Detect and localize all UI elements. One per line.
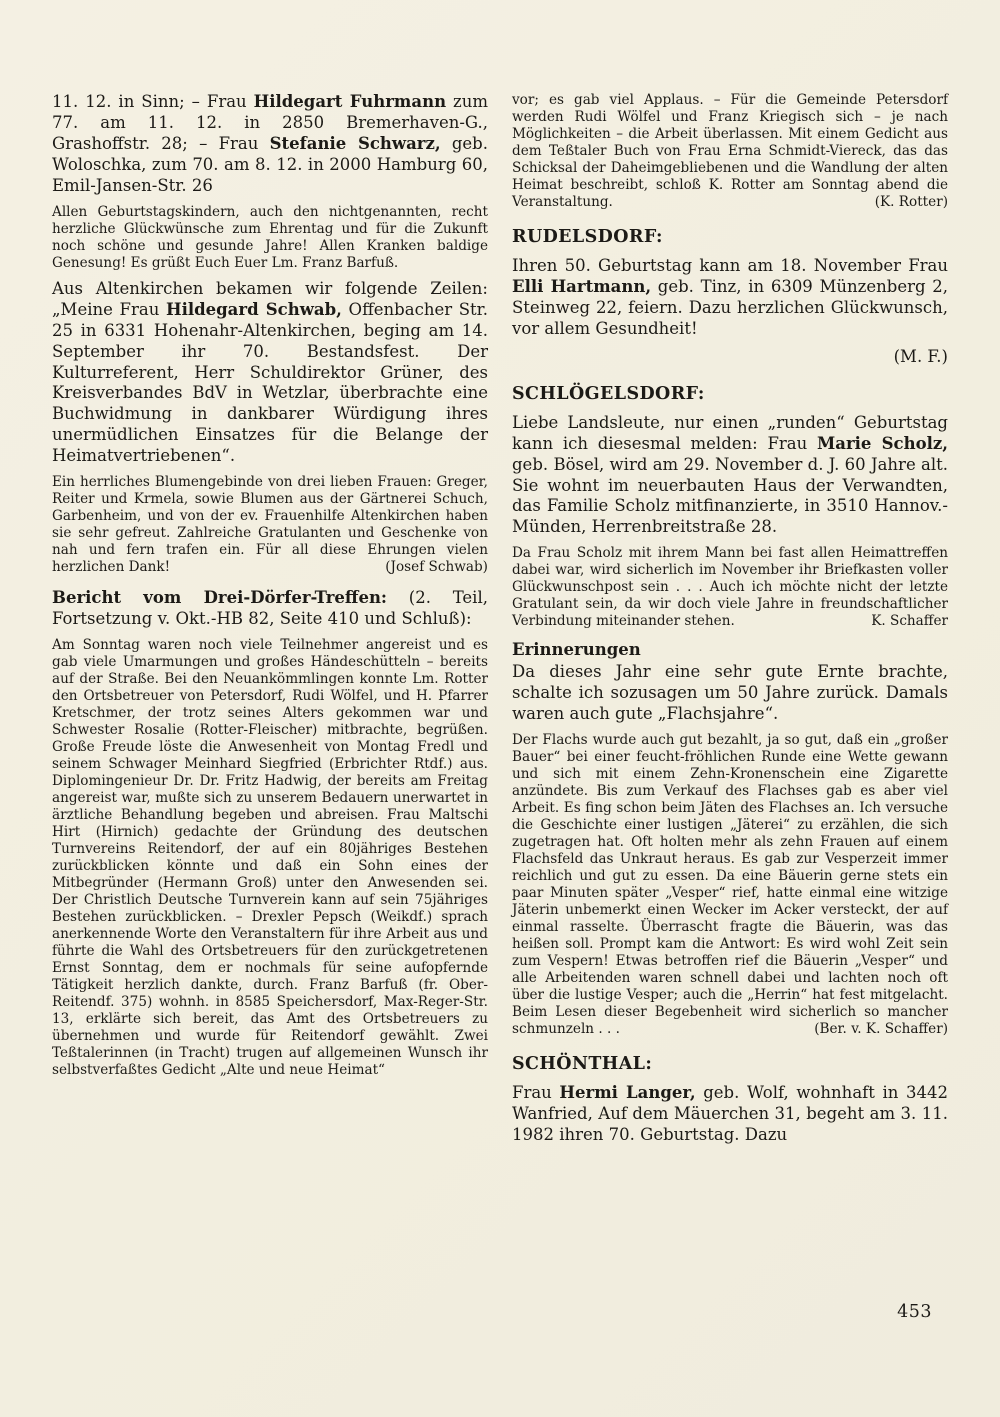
attribution-josef-schwab: (Josef Schwab): [385, 559, 488, 576]
text-run: Ein herrliches Blumengebinde von drei lieben Frauen: Greger, Reiter und Krmela, sowie Blumen aus der Gärtnerei Schuch, Garbenheim, und von der ev. Frauenhilfe Altenkirchen haben sie sehr gefreut. Zahlreiche Gratulanten und Geschenke von nah und fern trafen ein. Für all diese Ehrungen vielen herzlichen Dank!: [52, 474, 488, 576]
section-heading-schloegelsdorf: SCHLÖGELSDORF:: [512, 383, 705, 404]
person-name-bold: Marie Scholz,: [816, 433, 948, 453]
birthday-wishes-note: Allen Geburtstagskindern, auch den nichtgenannten, recht herzliche Glückwünsche zum Ehrentag und für die Zukunft noch schöne und gesunde Jahre! Allen Kranken baldige Genesung! Es grüßt Euch Euer Lm. Franz Barfuß.: [52, 203, 488, 271]
attribution-k-schaffer: K. Schaffer: [871, 613, 948, 630]
text-run: geb. Tinz, in 6309 Münzenberg 2, Steinweg 22, feiern. Dazu herzlichen Glückwunsch, vor allem Gesundheit!: [512, 276, 948, 338]
person-name-bold: Hildegard Schwab,: [165, 299, 342, 319]
report-heading-paragraph: [52, 588, 488, 630]
text-run: Aus Altenkirchen bekamen wir folgende Zeilen: „Meine Frau: [52, 278, 488, 319]
person-name-bold: Hildegart Fuhrmann: [253, 92, 447, 111]
report-conclusion-text: [512, 92, 948, 211]
text-run: Liebe Landsleute, nur einen „runden“ Geburtstag kann ich diesesmal melden: Frau: [512, 412, 948, 453]
birthday-greetings-paragraph: [52, 92, 488, 197]
attribution-k-rotter: (K. Rotter): [874, 193, 948, 210]
text-run: geb. Woloschka, zum 70. am 8. 12. in 2000 Hamburg 60, Emil-Jansen-Str. 26: [52, 133, 488, 195]
report-title-bold: Bericht vom Drei-Dörfer-Treffen:: [52, 588, 388, 608]
text-run: Offenbacher Str. 25 in 6331 Hohenahr-Altenkirchen, beging am 14. September ihr 70. Bestandsfest. Der Kulturreferent, Herr Schuldirektor Grüner, des Kreisverbandes BdV in Wetzlar, überbrachte eine Buchwidmung in dankbarer Würdigung ihres unermüdlichen Einsatzes für die Belange der Heimatvertriebenen“.: [52, 299, 489, 466]
attribution-mf: (M. F.): [893, 346, 948, 366]
erinnerungen-intro-paragraph: Da dieses Jahr eine sehr gute Ernte brachte, schalte ich sozusagen um 50 Jahre zurück. Damals waren auch gute „Flachsjahre“.: [512, 662, 948, 724]
flachsjahre-story-text: [512, 732, 948, 1038]
text-run: geb. Bösel, wird am 29. November d. J. 60 Jahre alt. Sie wohnt im neuerbauten Haus der Verwandten, das Familie Scholz mitfinanzierte, in 3510 Hannov.-Münden, Herrenbreitstraße 28.: [512, 454, 948, 537]
page-number: 453: [897, 1302, 932, 1322]
text-run: zum 77. am 11. 12. in 2850 Bremerhaven-G., Grashoffstr. 28; – Frau: [52, 92, 489, 153]
text-run: Der Flachs wurde auch gut bezahlt, ja so gut, daß ein „großer Bauer“ bei einer feucht-fröhlichen Runde eine Wette gewann und sich mit einem Zehn-Kronenschein eine Zigarette anzündete. Bis zum Verkauf des Flachses gab es aber viel Arbeit. Es fing schon beim Jäten des Flachses an. Ich versuche die Geschichte einer lustigen „Jäterei“ zu erzählen, die sich zugetragen hat. Oft holten mehr als zehn Frauen auf einem Flachsfeld das Unkraut heraus. Es gab zur Vesperzeit immer reichlich und gut zu essen. Da eine Bäuerin gerne stets ein paar Minuten später „Vesper“ rief, hatte einmal eine witzige Jäterin unbemerkt einen Wecker im Acker versteckt, der auf einmal rasselte. Überrascht fragte die Bäuerin, was das heißen soll. Prompt kam die Antwort: Es wird wohl Zeit sein zum Vespern! Etwas betroffen rief die Bäuerin „Vesper“ und alle Arbeitenden waren schnell dabei und lachten noch oft über die lustige Vesper; auch die „Herrin“ hat fest mitgelacht. Beim Lesen dieser Begebenheit wird sicherlich so mancher schmunzeln . . .: [512, 732, 948, 1037]
sub-heading-erinnerungen: Erinnerungen: [512, 640, 641, 660]
scholz-congratulations-note: [512, 545, 948, 630]
text-run: Ihren 50. Geburtstag kann am 18. November Frau: [512, 255, 948, 275]
drei-doerfer-report-text: Am Sonntag waren noch viele Teilnehmer angereist und es gab viele Umarmungen und großes Händeschütteln – bereits auf der Straße. Bei den Neuankömmlingen konnte Lm. Rotter den Ortsbetreuer von Petersdorf, Rudi Wölfel, und H. Pfarrer Kretschmer, der trotz seines Alters gekommen war und Schwester Rosalie (Rotter-Fleischer) mitbrachte, begrüßen. Große Freude löste die Anwesenheit von Montag Fredl und seinem Schwager Meinhard Siegfried (Erbrichter Rtdf.) aus. Diplomingenieur Dr. Dr. Fritz Hadwig, der bereits am Freitag angereist war, mußte sich zu unserem Bedauern unerwartet in ärztliche Behandlung begeben und abreisen. Frau Maltschi Hirt (Hirnich) gedachte der Gründung des deutschen Turnvereins Reitendorf, der auf ein 80jähriges Bestehen zurückblicken könnte und daß ein Sohn eines der Mitbegründer (Hermann Groß) unter den Anwesenden sei. Der Christlich Deutsche Turnverein kann auf sein 75jähriges Bestehen zurückblicken. – Drexler Pepsch (Weikdf.) sprach anerkennende Worte den Veranstaltern für ihre Arbeit aus und führte die Wahl des Ortsbetreuers für den zurückgetretenen Ernst Sonntag, dem er nochmals für seine aufopfernde Tätigkeit herzlich dankte, durch. Franz Barfuß (fr. Ober-Reitendf. 375) wohnh. in 8585 Speichersdorf, Max-Reger-Str. 13, erklärte sich bereit, das Amt des Ortsbetreuers zu übernehmen und wurde für Reitendorf gewählt. Zwei Teßtalerinnen (in Tracht) trugen auf allgemeinen Wunsch ihr selbstverfaßtes Gedicht „Alte und neue Heimat“: [52, 637, 488, 1078]
person-name-bold: Hermi Langer,: [559, 1082, 696, 1102]
text-columns: [52, 92, 948, 1153]
text-run: geb. Wolf, wohnhaft in 3442 Wanfried, Auf dem Mäuerchen 31, begeht am 3. 11. 1982 ihren 70. Geburtstag. Dazu: [512, 1082, 948, 1144]
section-heading-schoenthal: SCHÖNTHAL:: [512, 1053, 653, 1074]
text-run: (2. Teil, Fortsetzung v. Okt.-HB 82, Seite 410 und Schluß):: [52, 588, 488, 629]
text-run: 11. 12. in Sinn; – Frau: [52, 92, 254, 111]
text-run: Frau: [512, 1082, 560, 1102]
text-run: vor; es gab viel Applaus. – Für die Gemeinde Petersdorf werden Rudi Wölfel und Franz Kriegisch sich – je nach Möglichkeiten – die Arbeit überlassen. Mit einem Gedicht aus dem Teßtaler Buch von Frau Erna Schmidt-Viereck, das das Schicksal der Daheimgebliebenen und die Wandlung der alten Heimat beschreibt, schloß K. Rotter am Sonntag abend die Veranstaltung.: [512, 92, 948, 210]
altenkirchen-letter-paragraph: [52, 279, 488, 468]
section-heading-rudelsdorf: RUDELSDORF:: [512, 226, 663, 247]
flower-tribute-note: [52, 474, 488, 576]
person-name-bold: Elli Hartmann,: [512, 276, 652, 296]
text-run: Da Frau Scholz mit ihrem Mann bei fast allen Heimattreffen dabei war, wird sicherlich im November ihr Briefkasten voller Glückwunschpost sein . . . Auch ich möchte nicht der letzte Gratulant sein, da wir doch viele Jahre in freundschaftlicher Verbindung miteinander stehen.: [512, 545, 948, 630]
schoenthal-birthday-paragraph: [512, 1083, 948, 1146]
right-column: [512, 92, 948, 1153]
rudelsdorf-birthday-paragraph: [512, 256, 948, 340]
person-name-bold: Stefanie Schwarz,: [269, 133, 441, 153]
schloegelsdorf-birthday-paragraph: [512, 413, 948, 539]
left-column: [52, 92, 488, 1153]
attribution-ber-k-schaffer: (Ber. v. K. Schaffer): [814, 1020, 948, 1037]
